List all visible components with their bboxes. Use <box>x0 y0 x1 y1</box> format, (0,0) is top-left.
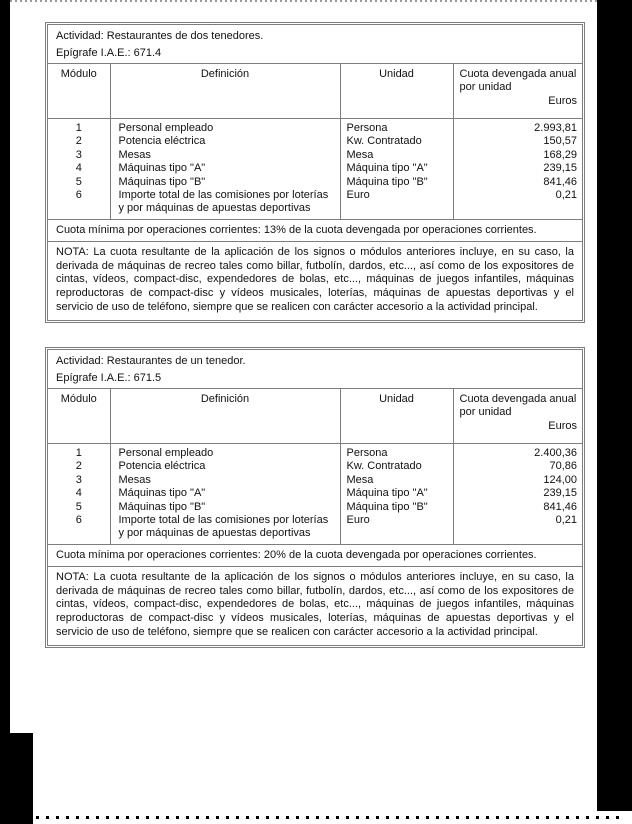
cell-modulo: 3 <box>75 473 82 486</box>
cell-cuota: 124,00 <box>453 474 582 487</box>
cell-unidad: Máquina tipo "B" <box>340 501 453 514</box>
cell-unidad: Máquina tipo "B" <box>340 176 453 189</box>
cell-definicion: Mesas <box>110 474 340 487</box>
nota-paragraph: NOTA: La cuota resultante de la aplicación de los signos o módulos anteriores incluye, en su caso, la derivada de máquinas de recreo tales como billar, futbolín, dardos, etc..., así como de los expositores de cintas, vídeos, compact-disc, expendedores de bolas, etc..., máquinas de juegos infantiles, máquinas reproductoras de compact-disc y vídeos musicales, loterías, máquinas de apuestas deportivas y el servicio de uso de teléfono, siempre que se realicen con carácter accesorio a la actividad principal. <box>56 571 574 638</box>
cell-definicion: Máquinas tipo "A" <box>110 162 340 175</box>
cell-cuota: 150,57 <box>453 135 582 148</box>
cell-definicion: Mesas <box>110 149 340 162</box>
col-header-cuota <box>453 64 582 119</box>
cell-modulo: 6 <box>75 514 82 527</box>
cuota-minima-row: Cuota mínima por operaciones corrientes: 13% de la cuota devengada por operaciones corrientes. <box>48 219 582 242</box>
cell-modulo: 2 <box>75 460 82 473</box>
cell-unidad: Euro <box>340 514 453 544</box>
col-header-unidad: Unidad <box>340 389 453 444</box>
cell-cuota: 70,86 <box>453 460 582 473</box>
cell-cuota: 2.993,81 <box>453 119 582 136</box>
cell-modulo: 4 <box>75 487 82 500</box>
cell-cuota: 841,46 <box>453 501 582 514</box>
epigrafe-line: Epígrafe I.A.E.: 671.4 <box>56 46 162 59</box>
modules-table <box>48 64 582 219</box>
nota-paragraph: NOTA: La cuota resultante de la aplicación de los signos o módulos anteriores incluye, en su caso, la derivada de máquinas de recreo tales como billar, futbolín, dardos, etc..., así como de los expositores de cintas, vídeos, compact-disc, expendedores de bolas, etc..., máquinas de juegos infantiles, máquinas reproductoras de compact-disc y vídeos musicales, loterías, máquinas de apuestas deportivas y el servicio de uso de teléfono, siempre que se realicen con carácter accesorio a la actividad principal. <box>56 246 574 313</box>
cell-definicion: Máquinas tipo "A" <box>110 487 340 500</box>
cuota-minima-row: Cuota mínima por operaciones corrientes: 20% de la cuota devengada por operaciones corrientes. <box>48 544 582 567</box>
cell-unidad: Máquina tipo "A" <box>340 162 453 175</box>
col-header-modulo: Módulo <box>48 64 110 119</box>
cell-cuota: 239,15 <box>453 162 582 175</box>
cell-definicion: Importe total de las comisiones por loterías y por máquinas de apuestas deportivas <box>110 189 340 219</box>
cell-unidad: Kw. Contratado <box>340 460 453 473</box>
cell-unidad: Persona <box>340 119 453 136</box>
epigrafe-line: Epígrafe I.A.E.: 671.5 <box>56 371 162 384</box>
col-header-definicion: Definición <box>110 64 340 119</box>
cell-unidad: Máquina tipo "A" <box>340 487 453 500</box>
cell-definicion: Importe total de las comisiones por loterías y por máquinas de apuestas deportivas <box>110 514 340 544</box>
cell-modulo: 5 <box>75 500 82 513</box>
table-row <box>48 444 582 461</box>
cell-modulo: 2 <box>75 135 82 148</box>
cell-cuota: 0,21 <box>453 189 582 219</box>
col-header-modulo: Módulo <box>48 389 110 444</box>
table-row <box>48 189 582 219</box>
cell-modulo: 1 <box>75 122 82 134</box>
table-row <box>48 162 582 175</box>
table-row <box>48 474 582 487</box>
cell-definicion: Personal empleado <box>110 119 340 136</box>
modules-table <box>48 389 582 544</box>
table-row <box>48 514 582 544</box>
cell-definicion: Máquinas tipo "B" <box>110 176 340 189</box>
col-header-euros: Euros <box>548 94 577 107</box>
col-header-cuota-text: Cuota devengada anual por unidad <box>459 393 577 419</box>
table-row <box>48 176 582 189</box>
cell-unidad: Mesa <box>340 474 453 487</box>
scan-bottom-dotted-edge <box>36 816 622 819</box>
table-row <box>48 119 582 136</box>
cell-cuota: 841,46 <box>453 176 582 189</box>
cell-cuota: 0,21 <box>453 514 582 544</box>
cell-definicion: Potencia eléctrica <box>110 460 340 473</box>
tariff-block-671-5 <box>45 347 585 648</box>
col-header-unidad: Unidad <box>340 64 453 119</box>
block-header <box>48 25 582 64</box>
cell-cuota: 168,29 <box>453 149 582 162</box>
cell-modulo: 3 <box>75 148 82 161</box>
cell-definicion: Potencia eléctrica <box>110 135 340 148</box>
scan-edge-right <box>597 0 632 811</box>
table-header-row <box>48 389 582 444</box>
cell-cuota: 239,15 <box>453 487 582 500</box>
cell-definicion: Personal empleado <box>110 444 340 461</box>
col-header-cuota-text: Cuota devengada anual por unidad <box>459 68 577 94</box>
col-header-cuota <box>453 389 582 444</box>
col-header-definicion: Definición <box>110 389 340 444</box>
scan-edge-left <box>0 0 10 824</box>
cell-cuota: 2.400,36 <box>453 444 582 461</box>
scan-top-dotted-edge <box>10 0 598 2</box>
cell-modulo: 6 <box>75 189 82 202</box>
table-row <box>48 501 582 514</box>
table-row <box>48 487 582 500</box>
cell-unidad: Persona <box>340 444 453 461</box>
activity-line: Actividad: Restaurantes de dos tenedores. <box>56 30 264 42</box>
cell-modulo: 5 <box>75 175 82 188</box>
table-row <box>48 460 582 473</box>
cell-unidad: Euro <box>340 189 453 219</box>
activity-line: Actividad: Restaurantes de un tenedor. <box>56 355 246 367</box>
tariff-block-671-4 <box>45 22 585 323</box>
block-header <box>48 350 582 389</box>
table-row <box>48 149 582 162</box>
table-header-row <box>48 64 582 119</box>
cell-modulo: 1 <box>75 447 82 459</box>
cell-unidad: Kw. Contratado <box>340 135 453 148</box>
cell-definicion: Máquinas tipo "B" <box>110 501 340 514</box>
scan-edge-left-bottom <box>0 733 33 824</box>
col-header-euros: Euros <box>548 419 577 432</box>
table-row <box>48 135 582 148</box>
cell-modulo: 4 <box>75 162 82 175</box>
cell-unidad: Mesa <box>340 149 453 162</box>
